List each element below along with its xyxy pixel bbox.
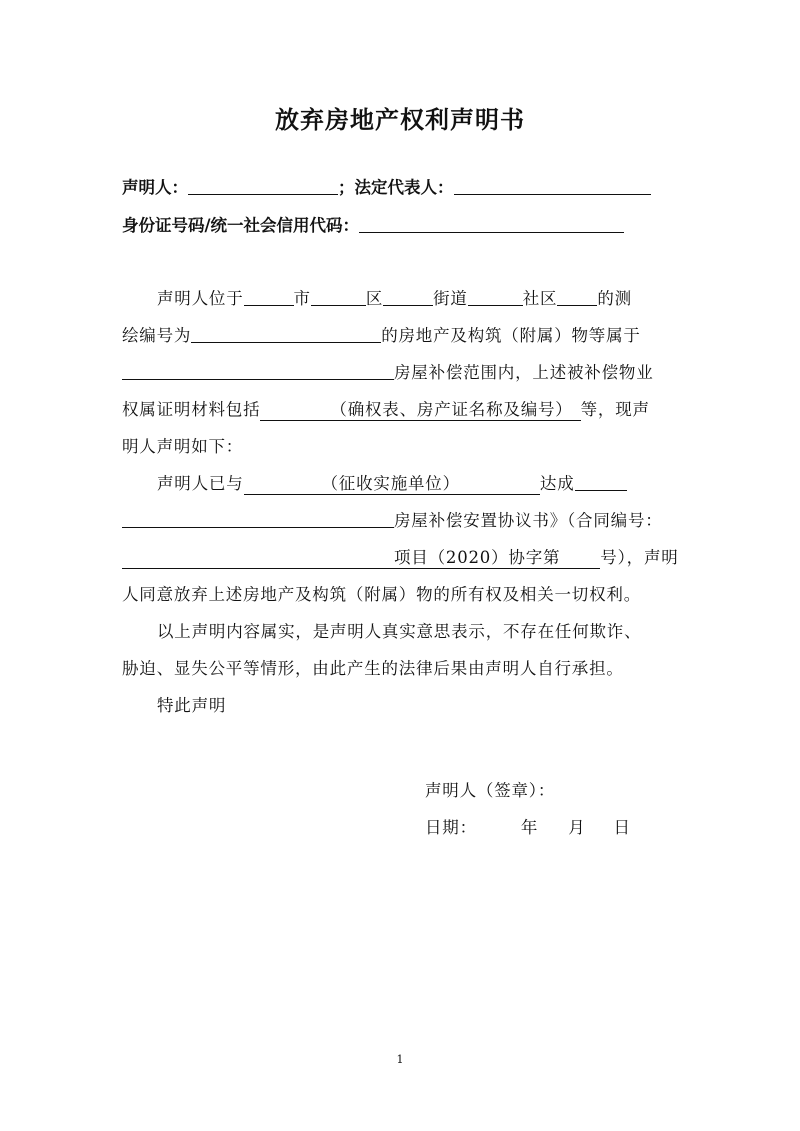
p1-text: 等，现声 xyxy=(580,400,650,419)
community-label: 社区 xyxy=(522,289,558,308)
city-label: 市 xyxy=(293,289,311,308)
p1-line4 xyxy=(122,391,692,428)
date-line xyxy=(425,814,631,838)
p1-line5 xyxy=(122,428,692,465)
p3-text: 胁迫、显失公平等情形，由此产生的法律后果由声明人自行承担。 xyxy=(122,659,624,678)
p2-line2 xyxy=(122,502,692,539)
year-label: 年 xyxy=(520,818,539,837)
p3-line2 xyxy=(122,650,692,687)
p1-text: 权属证明材料包括 xyxy=(122,400,261,419)
signature-label: 声明人（签章）： xyxy=(425,781,556,800)
p1-line2 xyxy=(122,317,692,354)
agreement-blank-b[interactable] xyxy=(122,510,394,528)
contract-number-blank[interactable] xyxy=(122,548,600,569)
p2-line3 xyxy=(122,539,692,576)
declarant-blank[interactable] xyxy=(188,177,338,195)
id-line xyxy=(122,212,624,236)
p2-text: 房屋补偿安置协议书》（合同编号： xyxy=(394,511,663,530)
p2-line4 xyxy=(122,576,692,613)
ownership-docs-hint: （确权表、房产证名称及编号） xyxy=(330,400,573,419)
separator: ； xyxy=(338,178,355,197)
legal-rep-label: 法定代表人： xyxy=(354,178,454,197)
implementing-unit-hint: （征收实施单位） xyxy=(321,474,460,493)
ownership-docs-blank[interactable] xyxy=(260,400,580,421)
date-label: 日期： xyxy=(425,818,477,837)
community-name-blank[interactable] xyxy=(557,288,597,306)
implementing-unit-blank[interactable] xyxy=(244,474,540,495)
p3-text: 以上声明内容属实，是声明人真实意思表示，不存在任何欺诈、 xyxy=(157,622,642,641)
district-label: 区 xyxy=(365,289,384,308)
agreement-blank-a[interactable] xyxy=(575,473,627,491)
day-label: 日 xyxy=(613,818,631,837)
street-label: 街道 xyxy=(433,289,468,308)
signature-line xyxy=(425,777,555,801)
city-blank[interactable] xyxy=(244,288,294,306)
id-blank[interactable] xyxy=(359,215,624,233)
closing-text: 特此声明 xyxy=(157,696,227,715)
p2-text: 号），声明 xyxy=(600,548,679,567)
survey-number-blank[interactable] xyxy=(191,325,381,343)
page-number: 1 xyxy=(396,1053,404,1066)
p3-line1 xyxy=(122,613,692,650)
p2-text: 声明人已与 xyxy=(157,474,244,493)
legal-rep-blank[interactable] xyxy=(454,177,651,195)
p1-text: 绘编号为 xyxy=(122,326,192,345)
p1-text: 房屋补偿范围内，上述被补偿物业 xyxy=(394,363,654,382)
closing-line xyxy=(122,687,692,724)
street-blank[interactable] xyxy=(383,288,433,306)
p1-text: 的房地产及构筑（附属）物等属于 xyxy=(381,326,641,345)
community-blank[interactable] xyxy=(468,288,523,306)
p2-text: 人同意放弃上述房地产及构筑（附属）物的所有权及相关一切权利。 xyxy=(122,585,641,604)
p2-line1 xyxy=(122,465,692,502)
p2-text: 达成 xyxy=(539,474,575,493)
p1-line3 xyxy=(122,354,692,391)
compensation-scope-blank[interactable] xyxy=(122,362,394,380)
declaration-body xyxy=(122,280,692,724)
p1-text: 明人声明如下： xyxy=(122,437,244,456)
month-label: 月 xyxy=(568,818,586,837)
p1-line1 xyxy=(122,280,692,317)
declarant-line xyxy=(122,174,651,198)
declarant-label: 声明人： xyxy=(122,178,188,197)
p1-text: 声明人位于 xyxy=(157,289,244,308)
document-title: 放弃房地产权利声明书 xyxy=(275,105,525,134)
id-label: 身份证号码/统一社会信用代码： xyxy=(122,216,360,235)
contract-number-prefix: 项目（2020）协字第 xyxy=(394,548,561,567)
district-blank[interactable] xyxy=(311,288,366,306)
p1-text: 的测 xyxy=(597,289,632,308)
